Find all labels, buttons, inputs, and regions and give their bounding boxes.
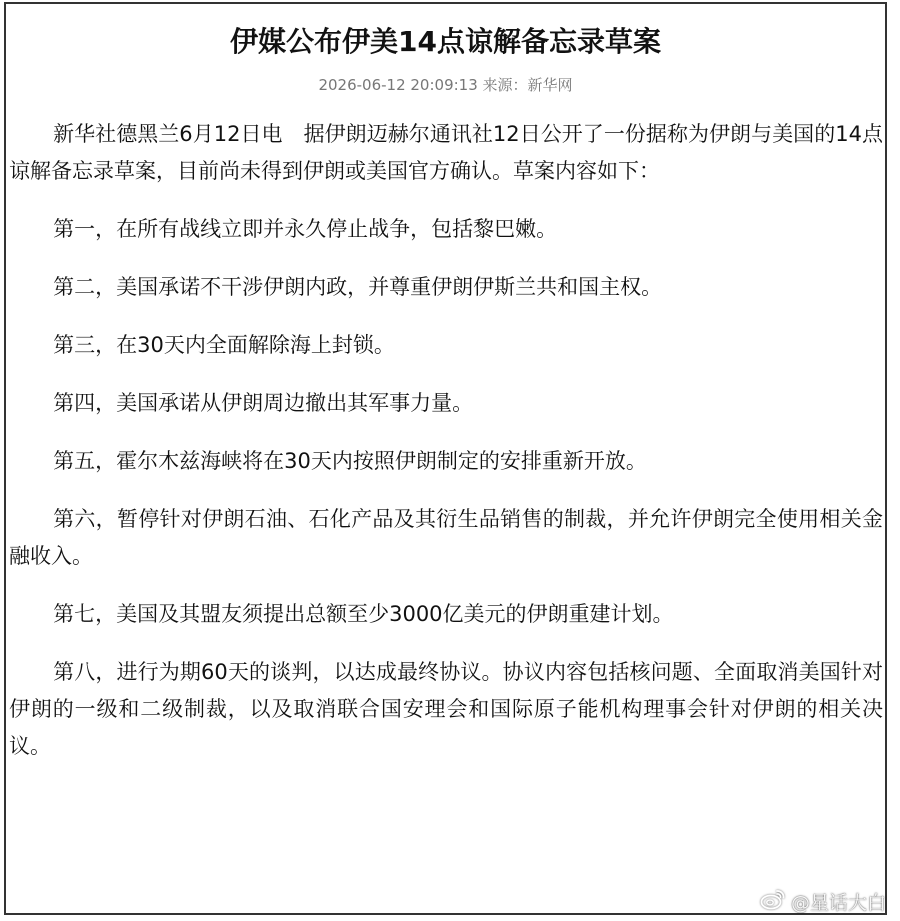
paragraph-item-4: 第四，美国承诺从伊朗周边撤出其军事力量。 xyxy=(53,391,474,415)
paragraph-item-1: 第一，在所有战线立即并永久停止战争，包括黎巴嫩。 xyxy=(53,217,558,241)
article-frame xyxy=(4,2,887,915)
article-source: 来源：新华网 xyxy=(482,76,573,94)
article-meta xyxy=(6,75,885,95)
watermark-text: @星话大白 xyxy=(790,892,886,914)
paragraph-intro: 新华社德黑兰6月12日电 据伊朗迈赫尔通讯社12日公开了一份据称为伊朗与美国的14点谅解备忘录草案，目前尚未得到伊朗或美国官方确认。草案内容如下： xyxy=(9,122,883,183)
paragraph-item-2: 第二，美国承诺不干涉伊朗内政，并尊重伊朗伊斯兰共和国主权。 xyxy=(53,275,663,299)
paragraph-item-6: 第六，暂停针对伊朗石油、石化产品及其衍生品销售的制裁，并允许伊朗完全使用相关金融收入。 xyxy=(9,507,883,568)
publish-datetime: 2026-06-12 20:09:13 xyxy=(318,76,478,94)
paragraph-item-3: 第三，在30天内全面解除海上封锁。 xyxy=(53,333,395,357)
paragraph-item-7: 第七，美国及其盟友须提出总额至少3000亿美元的伊朗重建计划。 xyxy=(53,602,674,626)
article-body xyxy=(6,116,885,765)
paragraph-item-8: 第八，进行为期60天的谈判，以达成最终协议。协议内容包括核问题、全面取消美国针对伊朗的一级和二级制裁，以及取消联合国安理会和国际原子能机构理事会针对伊朗的相关决议。 xyxy=(9,660,883,758)
weibo-watermark xyxy=(760,888,886,915)
weibo-icon xyxy=(760,888,786,915)
paragraph-item-5: 第五，霍尔木兹海峡将在30天内按照伊朗制定的安排重新开放。 xyxy=(53,449,647,473)
article-title: 伊媒公布伊美14点谅解备忘录草案 xyxy=(230,25,661,58)
